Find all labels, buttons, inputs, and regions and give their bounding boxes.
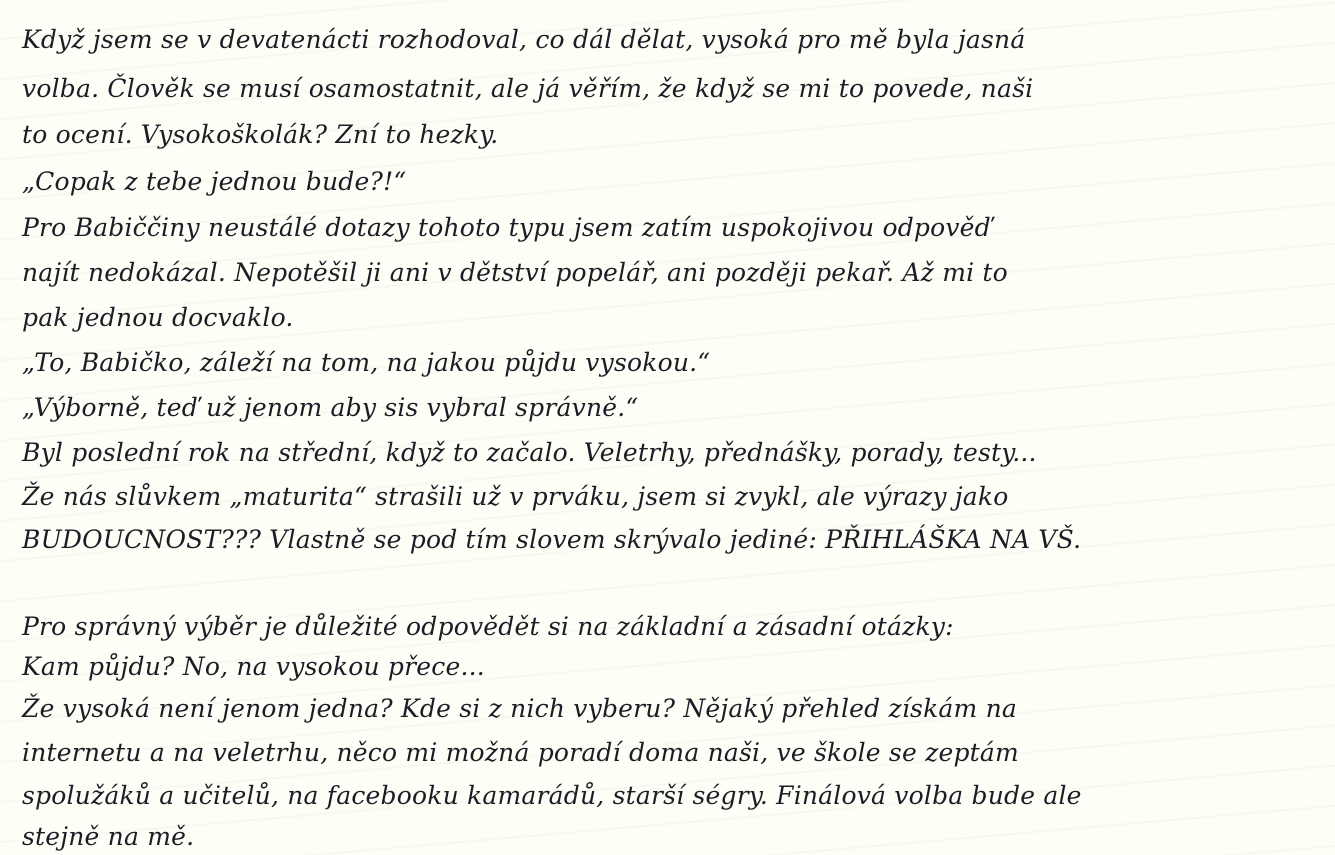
text-line-7: pak jednou docvaklo. bbox=[22, 303, 294, 332]
text-line-16: Že vysoká není jenom jedna? Kde si z nich vyberu? Nějaký přehled získám na bbox=[22, 694, 1017, 723]
text-line-17: internetu a na veletrhu, něco mi možná poradí doma naši, ve škole se zeptám bbox=[22, 738, 1019, 767]
text-line-14: Pro správný výběr je důležité odpovědět si na základní a zásadní otázky: bbox=[22, 612, 954, 641]
text-line-11: Že nás slůvkem „maturita“ strašili už v prváku, jsem si zvykl, ale výrazy jako bbox=[22, 482, 1009, 511]
text-line-5: Pro Babiččiny neustálé dotazy tohoto typu jsem zatím uspokojivou odpověď bbox=[22, 213, 991, 242]
text-line-12: BUDOUCNOST??? Vlastně se pod tím slovem skrývalo jediné: PŘIHLÁŠKA NA VŠ. bbox=[22, 525, 1082, 554]
text-line-2: volba. Člověk se musí osamostatnit, ale já věřím, že když se mi to povede, naši bbox=[22, 74, 1034, 103]
text-line-18: spolužáků a učitelů, na facebooku kamarádů, starší ségry. Finálová volba bude ale bbox=[22, 781, 1082, 810]
text-line-1: Když jsem se v devatenácti rozhodoval, co dál dělat, vysoká pro mě byla jasná bbox=[22, 25, 1026, 54]
text-line-9: „Výborně, teď už jenom aby sis vybral správně.“ bbox=[22, 393, 639, 422]
text-line-8: „To, Babičko, záleží na tom, na jakou půjdu vysokou.“ bbox=[22, 348, 711, 377]
text-line-10: Byl poslední rok na střední, když to začalo. Veletrhy, přednášky, porady, testy... bbox=[22, 438, 1037, 467]
text-line-6: najít nedokázal. Nepotěšil ji ani v dětství popelář, ani později pekař. Až mi to bbox=[22, 258, 1008, 287]
text-line-15: Kam půjdu? No, na vysokou přece... bbox=[22, 652, 485, 681]
text-line-3: to ocení. Vysokoškolák? Zní to hezky. bbox=[22, 120, 499, 149]
text-line-4: „Copak z tebe jednou bude?!“ bbox=[22, 167, 407, 196]
text-line-19: stejně na mě. bbox=[22, 822, 195, 851]
